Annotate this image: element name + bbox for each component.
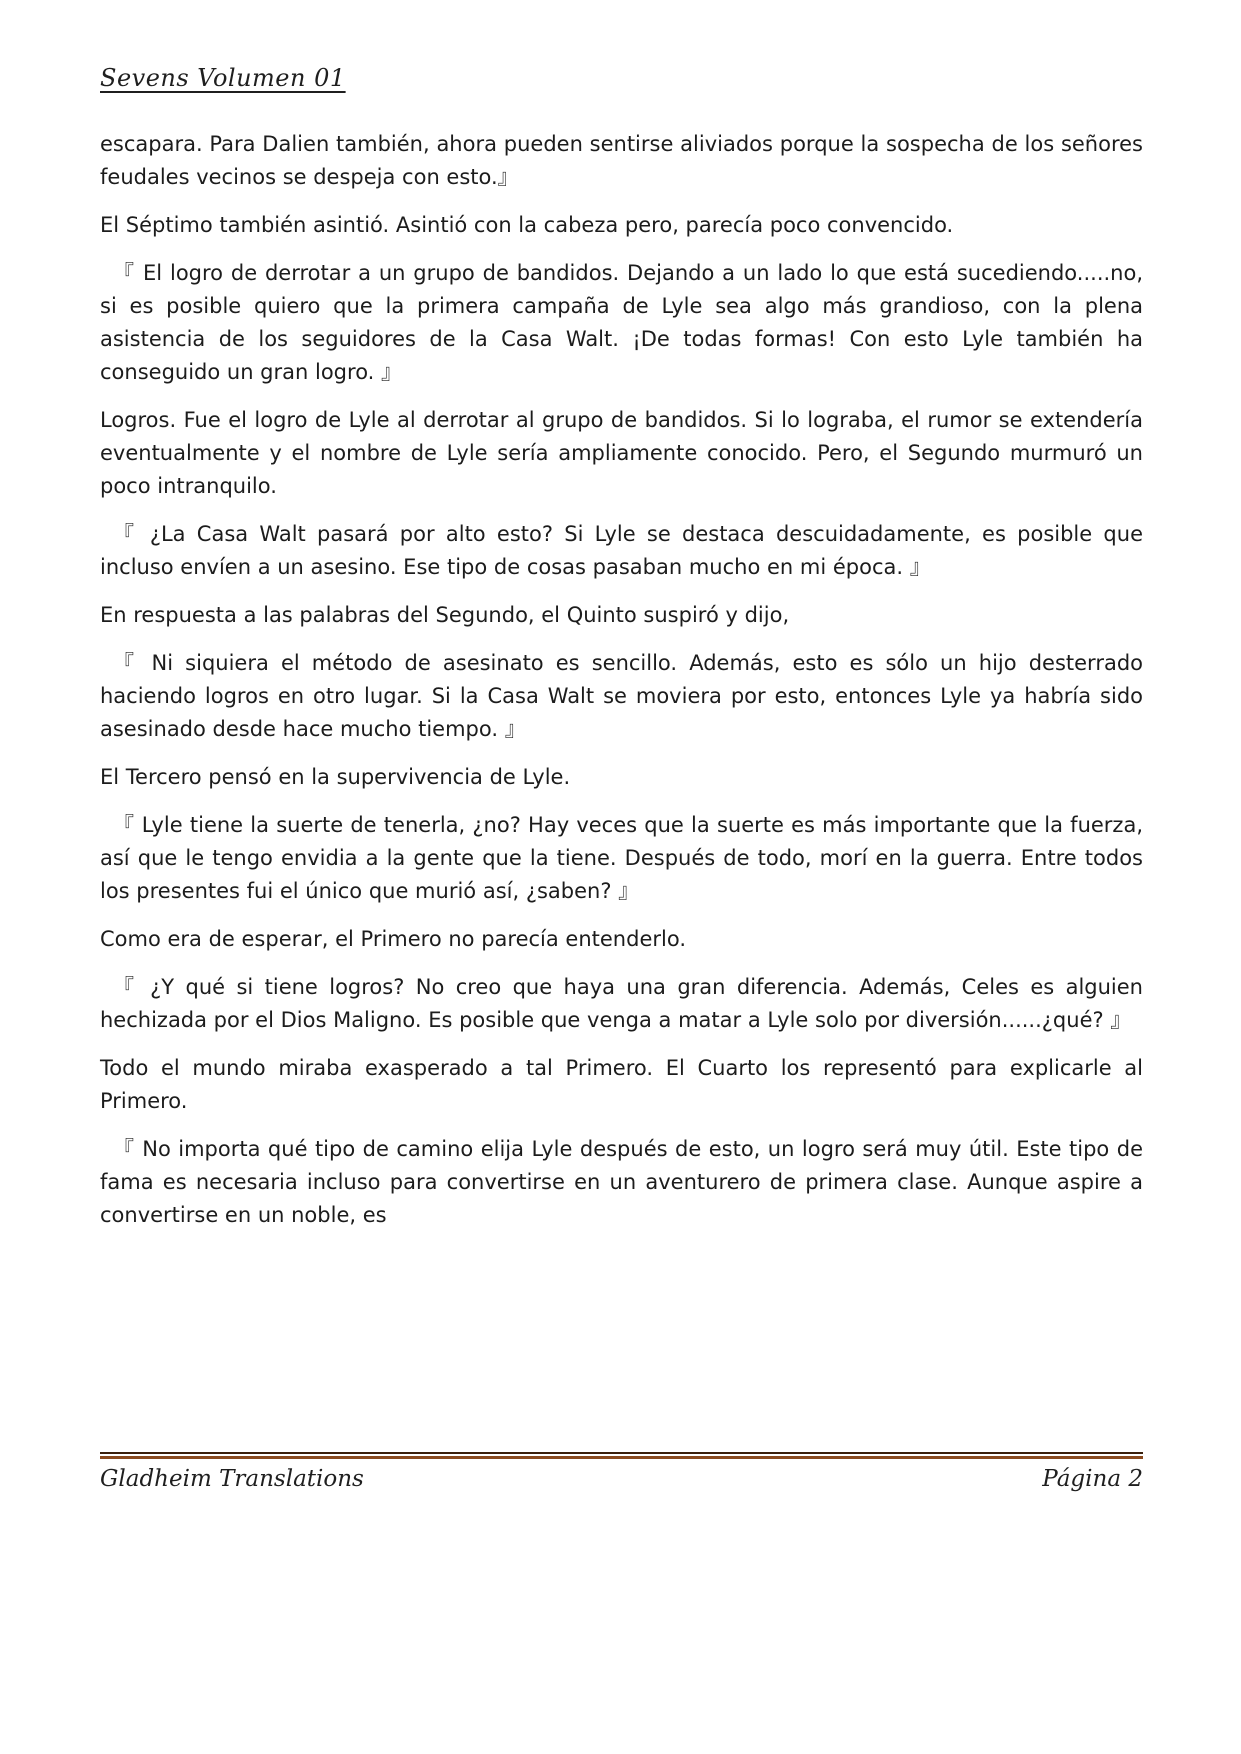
footer-divider <box>100 1452 1143 1459</box>
footer-page-number: Página 2 <box>1042 1466 1143 1492</box>
document-title: Sevens Volumen 01 <box>100 64 346 92</box>
paragraph: Como era de esperar, el Primero no parecía entenderlo. <box>100 927 686 951</box>
paragraph: escapara. Para Dalien también, ahora pueden sentirse aliviados porque la sospecha de los señores feudales vecinos se despeja con esto.』 <box>100 132 1143 189</box>
paragraph-quote: 『 Lyle tiene la suerte de tenerla, ¿no? Hay veces que la suerte es más importante que la fuerza, así que le tengo envidia a la gente que la tiene. Después de todo, morí en la guerra. Entre todos los presentes fui el único que murió así, ¿saben? 』 <box>100 813 1143 903</box>
paragraph-quote: 『 No importa qué tipo de camino elija Lyle después de esto, un logro será muy útil. Este tipo de fama es necesaria incluso para convertirse en un aventurero de primera clase. Aunque aspire a convertirse en un noble, es <box>100 1137 1143 1227</box>
page-header <box>100 64 1143 92</box>
footer-translator-credit: Gladheim Translations <box>100 1466 364 1492</box>
paragraph: Logros. Fue el logro de Lyle al derrotar al grupo de bandidos. Si lo lograba, el rumor se extendería eventualmente y el nombre de Lyle sería ampliamente conocido. Pero, el Segundo murmuró un poco intranquilo. <box>100 408 1143 498</box>
paragraph-quote: 『 ¿La Casa Walt pasará por alto esto? Si Lyle se destaca descuidadamente, es posible que incluso envíen a un asesino. Ese tipo de cosas pasaban mucho en mi época. 』 <box>100 522 1143 579</box>
paragraph: El Tercero pensó en la supervivencia de Lyle. <box>100 765 571 789</box>
paragraph: Todo el mundo miraba exasperado a tal Primero. El Cuarto los representó para explicarle al Primero. <box>100 1056 1143 1113</box>
paragraph: En respuesta a las palabras del Segundo, el Quinto suspiró y dijo, <box>100 603 790 627</box>
paragraph-quote: 『 Ni siquiera el método de asesinato es sencillo. Además, esto es sólo un hijo desterrado haciendo logros en otro lugar. Si la Casa Walt se moviera por esto, entonces Lyle ya habría sido asesinado desde hace mucho tiempo. 』 <box>100 651 1143 741</box>
paragraph-quote: 『 ¿Y qué si tiene logros? No creo que haya una gran diferencia. Además, Celes es alguien hechizada por el Dios Maligno. Es posible que venga a matar a Lyle solo por diversión......¿qué? 』 <box>100 975 1143 1032</box>
document-body <box>100 128 1143 1247</box>
page-footer <box>100 1466 1143 1492</box>
paragraph-quote: 『 El logro de derrotar a un grupo de bandidos. Dejando a un lado lo que está sucediendo.....no, si es posible quiero que la primera campaña de Lyle sea algo más grandioso, con la plena asistencia de los seguidores de la Casa Walt. ¡De todas formas! Con esto Lyle también ha conseguido un gran logro. 』 <box>100 261 1143 384</box>
paragraph: El Séptimo también asintió. Asintió con la cabeza pero, parecía poco convencido. <box>100 213 954 237</box>
